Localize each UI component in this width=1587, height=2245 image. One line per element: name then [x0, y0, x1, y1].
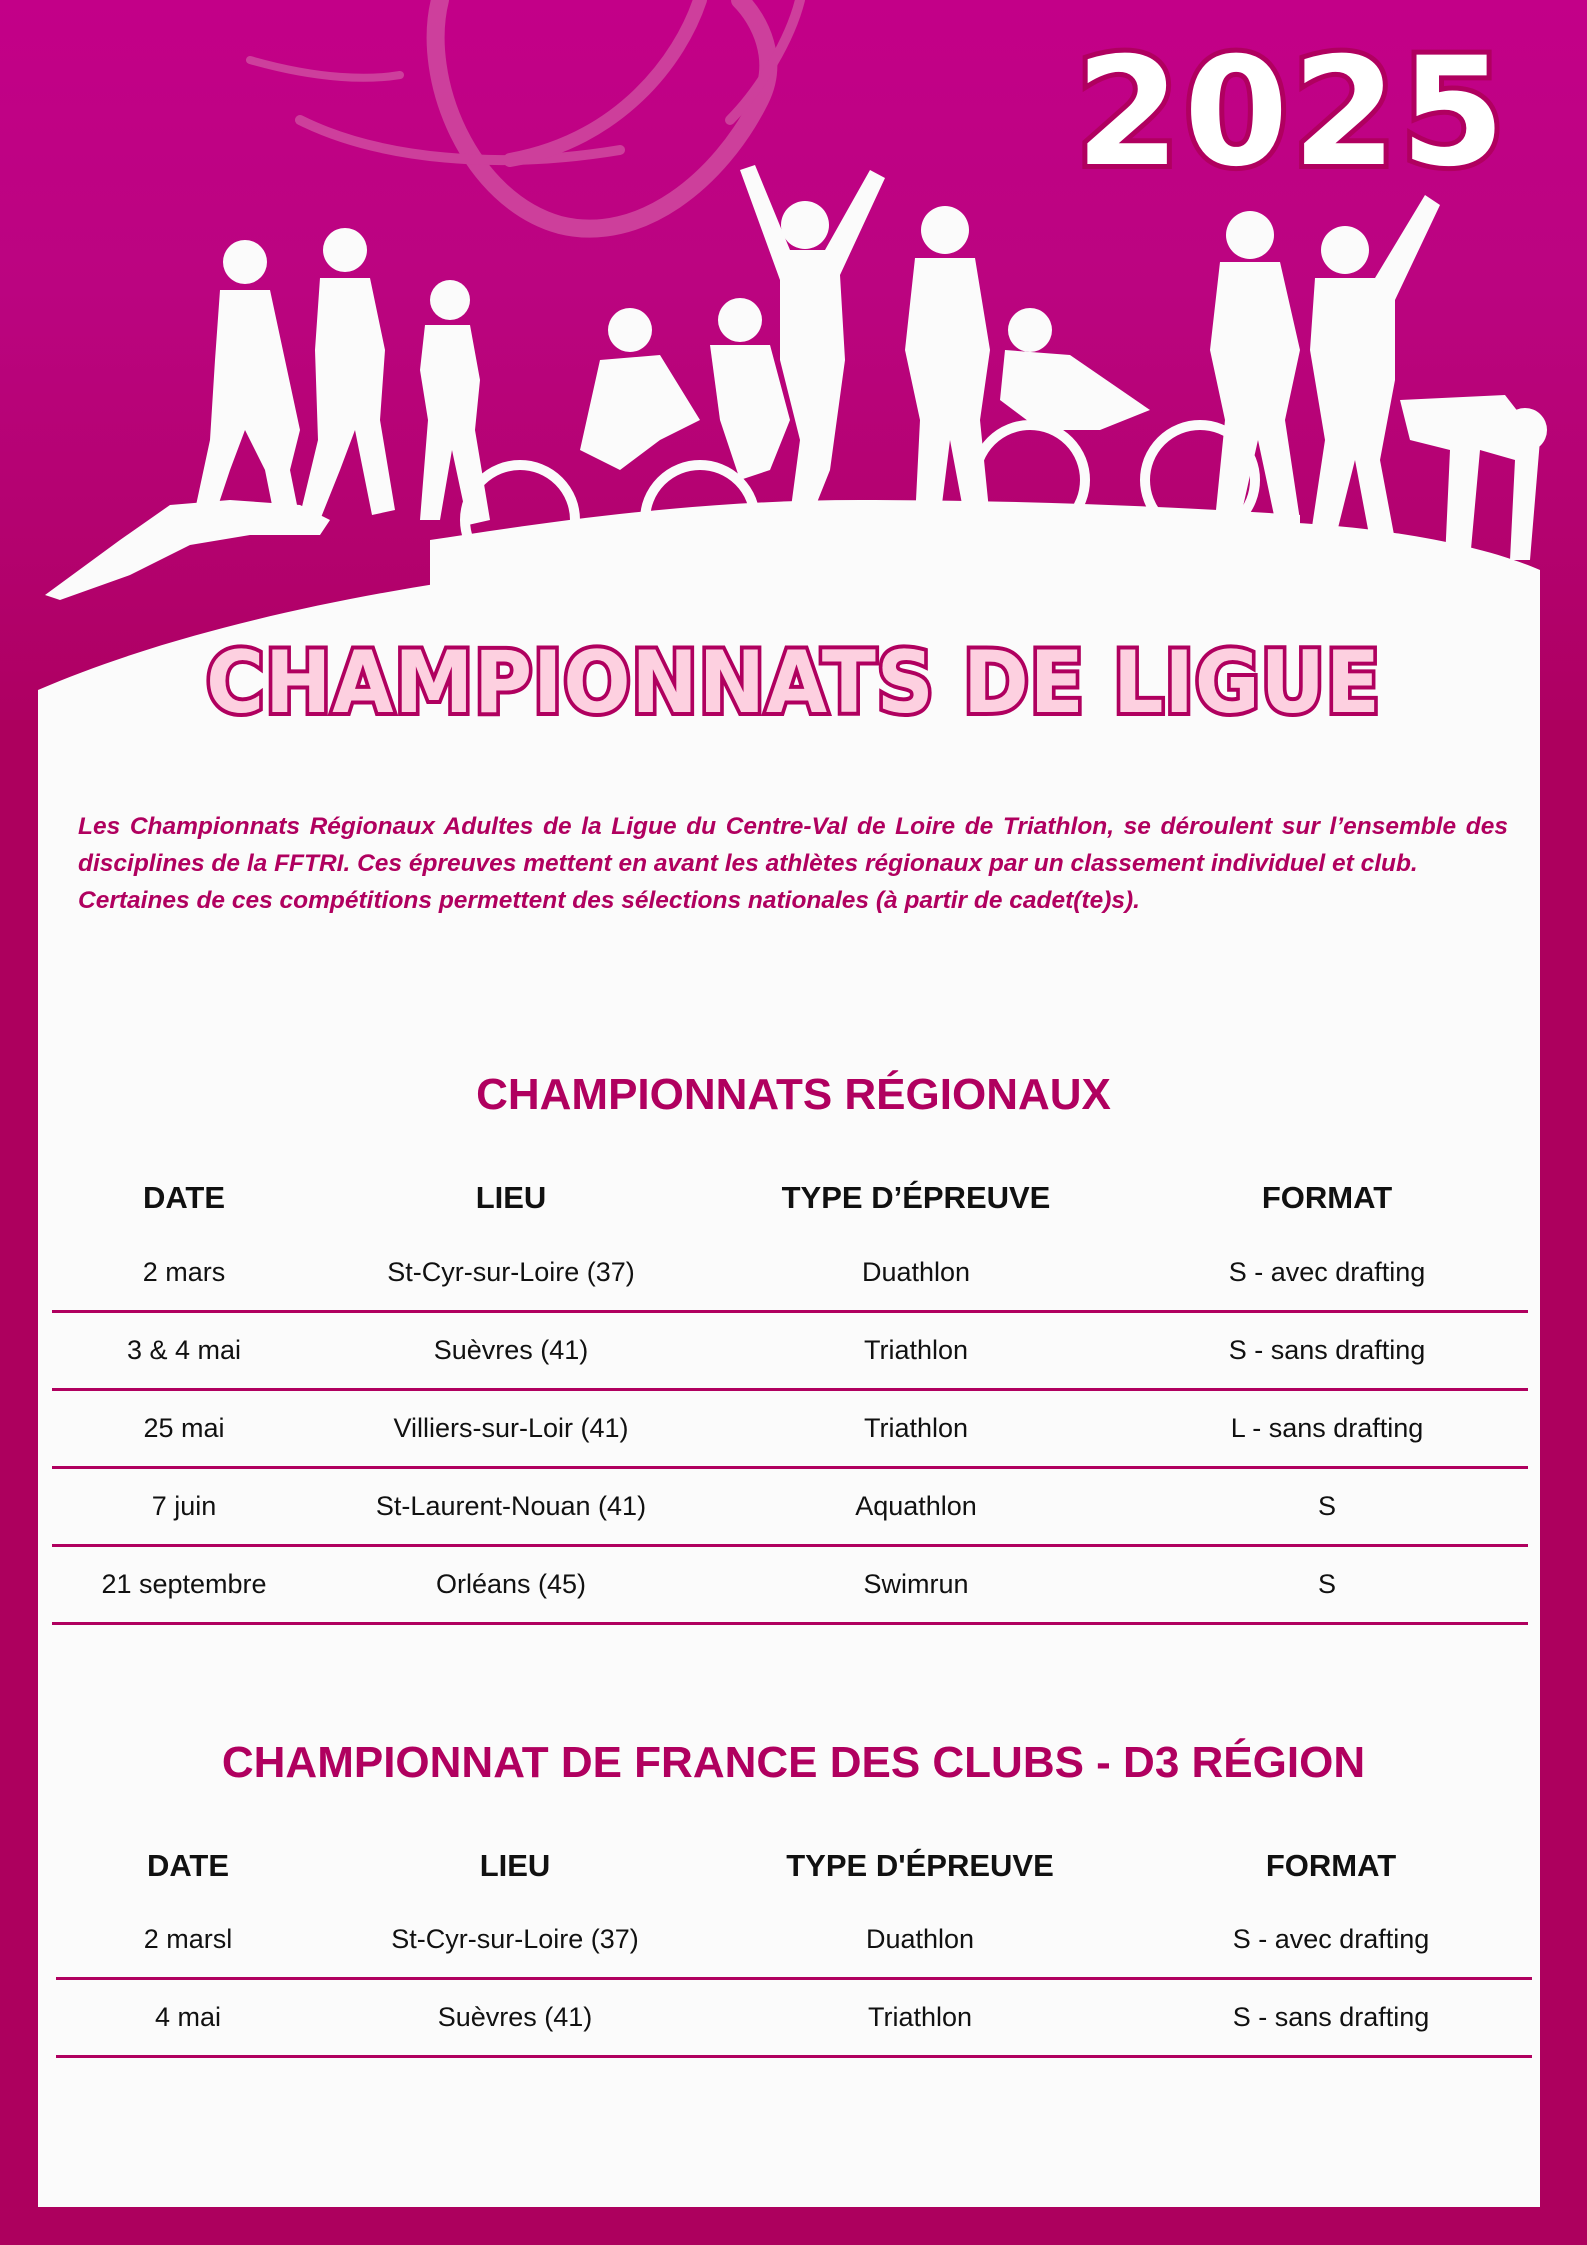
intro-paragraph: Certaines de ces compétitions permettent des sélections nationales (à partir de cadet(te)s). [78, 887, 1140, 914]
intro-text [78, 808, 1508, 919]
column-header-lieu: LIEU [479, 1848, 551, 1883]
table-row [56, 1979, 1532, 2057]
clubs-table [56, 1830, 1532, 2058]
cell-type: Duathlon [706, 1235, 1126, 1312]
cell-lieu: Suèvres (41) [320, 1979, 710, 2057]
cell-format: S - sans drafting [1130, 1979, 1532, 2057]
year-badge: 2025 [1075, 26, 1509, 200]
column-header-date: DATE [142, 1179, 226, 1215]
cell-date: 25 mai [52, 1390, 316, 1468]
table-row [52, 1312, 1528, 1390]
cell-lieu: St-Cyr-sur-Loire (37) [320, 1902, 710, 1979]
table-row [52, 1468, 1528, 1546]
cell-lieu: Orléans (45) [316, 1546, 706, 1624]
cell-date: 3 & 4 mai [52, 1312, 316, 1390]
hero-banner [0, 0, 1587, 720]
regional-section-title: CHAMPIONNATS RÉGIONAUX [476, 1070, 1111, 1119]
page-title: CHAMPIONNATS DE LIGUE [206, 633, 1381, 733]
cell-type: Duathlon [710, 1902, 1130, 1979]
column-header-type: TYPE D’ÉPREUVE [781, 1179, 1051, 1215]
cell-format: S [1126, 1546, 1528, 1624]
cell-type: Triathlon [706, 1390, 1126, 1468]
cell-lieu: Villiers-sur-Loir (41) [316, 1390, 706, 1468]
table-row [56, 1902, 1532, 1979]
column-header-format: FORMAT [1261, 1179, 1393, 1215]
cell-format: L - sans drafting [1126, 1390, 1528, 1468]
cell-date: 2 marsl [56, 1902, 320, 1979]
cell-lieu: St-Laurent-Nouan (41) [316, 1468, 706, 1546]
column-header-format: FORMAT [1265, 1848, 1397, 1883]
column-header-type: TYPE D'ÉPREUVE [786, 1848, 1054, 1883]
cell-type: Aquathlon [706, 1468, 1126, 1546]
column-header-date: DATE [146, 1848, 230, 1883]
intro-paragraph: Les Championnats Régionaux Adultes de la Ligue du Centre-Val de Loire de Triathlon, se déroulent sur l’ensemble des disciplines de la FFTRI. Ces épreuves mettent en avant les athlètes régionaux par un classement individuel et club. [78, 813, 1508, 877]
cell-format: S - sans drafting [1126, 1312, 1528, 1390]
cell-type: Triathlon [710, 1979, 1130, 2057]
cell-date: 21 septembre [52, 1546, 316, 1624]
table-header-row [56, 1830, 1532, 1902]
cell-format: S - avec drafting [1130, 1902, 1532, 1979]
cell-format: S - avec drafting [1126, 1235, 1528, 1312]
table-row [52, 1390, 1528, 1468]
cell-type: Swimrun [706, 1546, 1126, 1624]
table-header-row [52, 1160, 1528, 1235]
cell-date: 4 mai [56, 1979, 320, 2057]
table-row [52, 1235, 1528, 1312]
table-row [52, 1546, 1528, 1624]
cell-format: S [1126, 1468, 1528, 1546]
regional-table [52, 1160, 1528, 1625]
column-header-lieu: LIEU [475, 1179, 547, 1215]
cell-date: 2 mars [52, 1235, 316, 1312]
cell-lieu: Suèvres (41) [316, 1312, 706, 1390]
ribbon-swirl-decoration [250, 0, 800, 229]
cell-type: Triathlon [706, 1312, 1126, 1390]
clubs-section-title: CHAMPIONNAT DE FRANCE DES CLUBS - D3 RÉGION [221, 1738, 1366, 1787]
cell-lieu: St-Cyr-sur-Loire (37) [316, 1235, 706, 1312]
cell-date: 7 juin [52, 1468, 316, 1546]
